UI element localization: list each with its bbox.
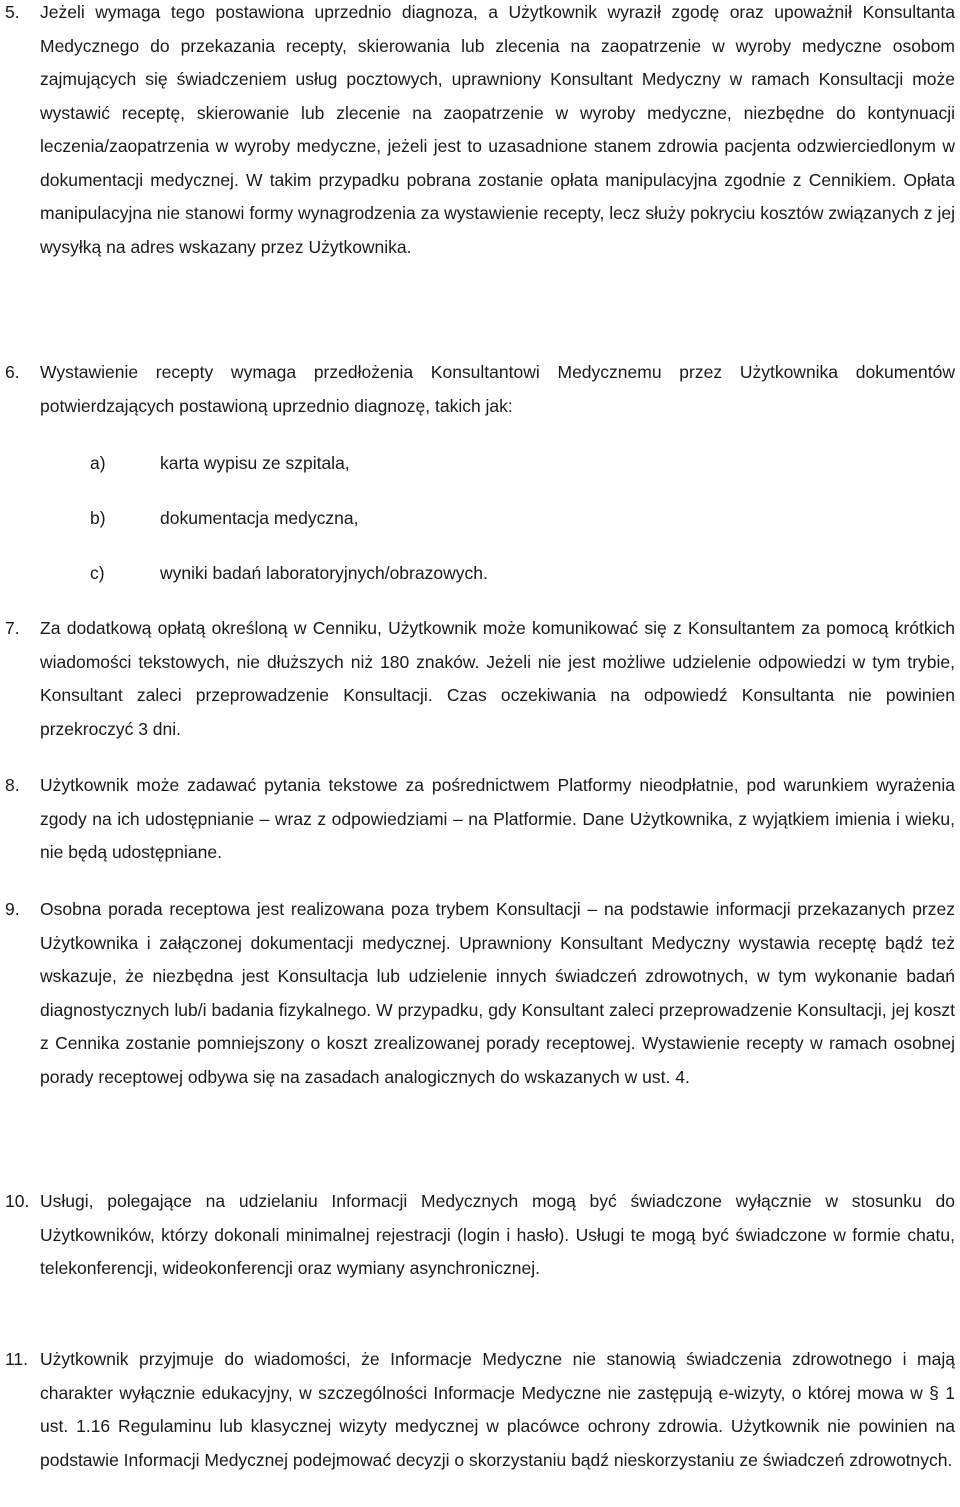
- list-item: [90, 447, 350, 481]
- paragraph-6: [0, 356, 960, 423]
- paragraph-text: Usługi, polegające na udzielaniu Informacji Medycznych mogą być świadczone wyłącznie w stosunku do Użytkowników, którzy dokonali minimalnej rejestracji (login i hasło). Usługi te mogą być świadczone w formie chatu, telekonferencji, wideokonferencji oraz wymiany asynchronicznej.: [40, 1191, 955, 1278]
- paragraph-text: Użytkownik może zadawać pytania tekstowe za pośrednictwem Platformy nieodpłatnie, pod warunkiem wyrażenia zgody na ich udostępnianie – wraz z odpowiedziami – na Platformie. Dane Użytkownika, z wyjątkiem imienia i wieku, nie będą udostępniane.: [40, 775, 955, 862]
- paragraph-number: 10.: [5, 1191, 30, 1211]
- paragraph-10: [0, 1185, 960, 1286]
- paragraph-11: [0, 1343, 960, 1477]
- list-item: [90, 502, 358, 536]
- paragraph-number: 9.: [5, 899, 20, 919]
- list-item-text: wyniki badań laboratoryjnych/obrazowych.: [160, 563, 488, 583]
- list-item-text: karta wypisu ze szpitala,: [160, 453, 350, 473]
- paragraph-7: [0, 612, 960, 746]
- paragraph-number: 8.: [5, 775, 20, 795]
- paragraph-8: [0, 769, 960, 870]
- paragraph-text: Za dodatkową opłatą określoną w Cenniku, Użytkownik może komunikować się z Konsultantem za pomocą krótkich wiadomości tekstowych, nie dłuższych niż 180 znaków. Jeżeli nie jest możliwe udzielenie odpowiedzi w tym trybie, Konsultant zaleci przeprowadzenie Konsultacji. Czas oczekiwania na odpowiedź Konsultanta nie powinien przekroczyć 3 dni.: [40, 618, 955, 739]
- paragraph-9: [0, 893, 960, 1094]
- paragraph-text: Osobna porada receptowa jest realizowana poza trybem Konsultacji – na podstawie informacji przekazanych przez Użytkownika i załączonej dokumentacji medycznej. Uprawniony Konsultant Medyczny wystawia receptę bądź też wskazuje, że niezbędna jest Konsultacja lub udzielenie innych świadczeń zdrowotnych, w tym wykonanie badań diagnostycznych lub/i badania fizykalnego. W przypadku, gdy Konsultant zaleci przeprowadzenie Konsultacji, jej koszt z Cennika zostanie pomniejszony o koszt zrealizowanej porady receptowej. Wystawienie recepty w ramach osobnej porady receptowej odbywa się na zasadach analogicznych do wskazanych w ust. 4.: [40, 899, 955, 1087]
- paragraph-text: Użytkownik przyjmuje do wiadomości, że Informacje Medyczne nie stanowią świadczenia zdrowotnego i mają charakter wyłącznie edukacyjny, w szczególności Informacje Medyczne nie zastępują e-wizyty, o której mowa w § 1 ust. 1.16 Regulaminu lub klasycznej wizyty medycznej w placówce ochrony zdrowia. Użytkownik nie powinien na podstawie Informacji Medycznej podejmować decyzji o skorzystaniu bądź nieskorzystaniu ze świadczeń zdrowotnych.: [40, 1349, 955, 1470]
- paragraph-text: Jeżeli wymaga tego postawiona uprzednio diagnoza, a Użytkownik wyraził zgodę oraz upoważnił Konsultanta Medycznego do przekazania recepty, skierowania lub zlecenia na zaopatrzenie w wyroby medyczne osobom zajmujących się świadczeniem usług pocztowych, uprawniony Konsultant Medyczny w ramach Konsultacji może wystawić receptę, skierowanie lub zlecenie na zaopatrzenie w wyroby medyczne, niezbędne do kontynuacji leczenia/zaopatrzenia w wyroby medyczne, jeżeli jest to uzasadnione stanem zdrowia pacjenta odzwierciedlonym w dokumentacji medycznej. W takim przypadku pobrana zostanie opłata manipulacyjna zgodnie z Cennikiem. Opłata manipulacyjna nie stanowi formy wynagrodzenia za wystawienie recepty, lecz służy pokryciu kosztów związanych z jej wysyłką na adres wskazany przez Użytkownika.: [40, 2, 955, 257]
- paragraph-text: Wystawienie recepty wymaga przedłożenia Konsultantowi Medycznemu przez Użytkownika dokumentów potwierdzających postawioną uprzednio diagnozę, takich jak:: [40, 362, 955, 416]
- list-item-label: a): [90, 453, 106, 473]
- paragraph-number: 11.: [5, 1349, 29, 1369]
- paragraph-number: 6.: [5, 362, 20, 382]
- paragraph-number: 7.: [5, 618, 20, 638]
- list-item-text: dokumentacja medyczna,: [160, 508, 359, 528]
- list-item-label: c): [90, 563, 105, 583]
- list-item-label: b): [90, 508, 106, 528]
- paragraph-number: 5.: [5, 2, 20, 22]
- list-item: [90, 557, 488, 591]
- paragraph-5: [0, 0, 960, 264]
